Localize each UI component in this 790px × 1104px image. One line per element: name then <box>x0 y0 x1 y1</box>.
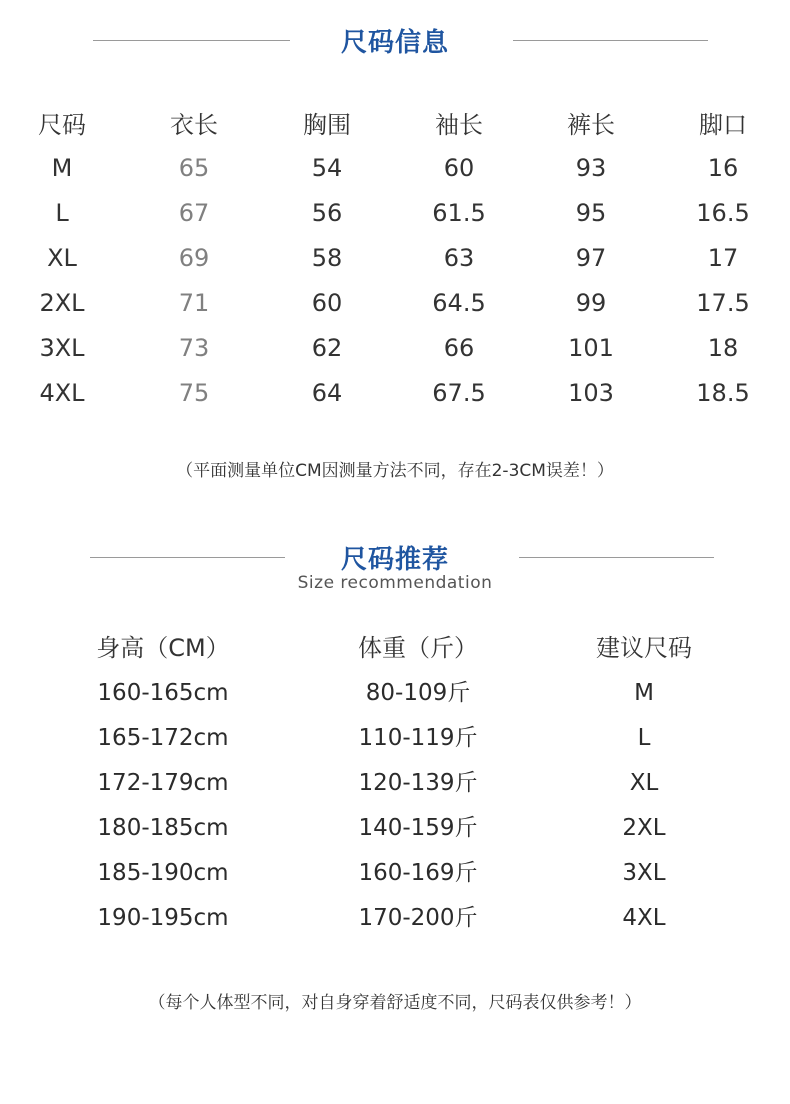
size-recommendation-title: 尺码推荐 <box>340 545 449 575</box>
cell-length: 65 <box>178 154 210 182</box>
cell-weight: 170-200斤 <box>358 905 478 931</box>
header-chest: 胸围 <box>303 111 351 139</box>
size-recommendation-table <box>0 633 790 933</box>
cell-pants-length: 101 <box>568 334 614 362</box>
header-leg-opening: 脚口 <box>699 111 747 139</box>
header-recommended-size: 建议尺码 <box>596 634 692 662</box>
cell-height: 165-172cm <box>97 725 229 751</box>
cell-size: XL <box>47 244 77 272</box>
size-info-title: 尺码信息 <box>340 28 449 58</box>
header-size: 尺码 <box>38 111 86 139</box>
cell-weight: 140-159斤 <box>358 815 478 841</box>
cell-length: 71 <box>178 289 210 317</box>
cell-leg-opening: 17.5 <box>696 289 750 317</box>
cell-pants-length: 95 <box>575 199 607 227</box>
cell-sleeve: 67.5 <box>432 379 486 407</box>
size-recommendation-subtitle: Size recommendation <box>297 573 493 593</box>
cell-leg-opening: 16 <box>707 154 739 182</box>
cell-pants-length: 93 <box>575 154 607 182</box>
cell-weight: 80-109斤 <box>365 680 471 706</box>
header-sleeve: 袖长 <box>435 111 483 139</box>
cell-chest: 60 <box>311 289 343 317</box>
cell-sleeve: 66 <box>443 334 475 362</box>
cell-recommended-size: L <box>637 725 651 751</box>
cell-height: 160-165cm <box>97 680 229 706</box>
cell-length: 69 <box>178 244 210 272</box>
cell-length: 67 <box>178 199 210 227</box>
cell-recommended-size: XL <box>629 770 659 796</box>
cell-pants-length: 97 <box>575 244 607 272</box>
cell-leg-opening: 16.5 <box>696 199 750 227</box>
cell-recommended-size: 2XL <box>622 815 666 841</box>
cell-recommended-size: 3XL <box>622 860 666 886</box>
header-pants-length: 裤长 <box>567 111 615 139</box>
cell-leg-opening: 17 <box>707 244 739 272</box>
cell-size: 4XL <box>39 379 85 407</box>
cell-size: 3XL <box>39 334 85 362</box>
header-weight: 体重（斤） <box>358 634 478 662</box>
cell-weight: 120-139斤 <box>358 770 478 796</box>
cell-sleeve: 60 <box>443 154 475 182</box>
cell-recommended-size: 4XL <box>622 905 666 931</box>
cell-size: L <box>55 199 69 227</box>
cell-height: 180-185cm <box>97 815 229 841</box>
cell-pants-length: 103 <box>568 379 614 407</box>
cell-pants-length: 99 <box>575 289 607 317</box>
cell-sleeve: 63 <box>443 244 475 272</box>
cell-leg-opening: 18.5 <box>696 379 750 407</box>
header-height: 身高（CM） <box>96 634 230 662</box>
size-info-note: （平面测量单位CM因测量方法不同，存在2-3CM误差！） <box>176 461 614 481</box>
cell-recommended-size: M <box>634 680 654 706</box>
title-rule-right <box>513 40 708 41</box>
cell-leg-opening: 18 <box>707 334 739 362</box>
title-rule-right <box>519 557 714 558</box>
cell-height: 190-195cm <box>97 905 229 931</box>
size-recommendation-note: （每个人体型不同，对自身穿着舒适度不同，尺码表仅供参考！） <box>148 993 642 1013</box>
cell-height: 172-179cm <box>97 770 229 796</box>
cell-size: M <box>51 154 73 182</box>
cell-length: 73 <box>178 334 210 362</box>
cell-chest: 62 <box>311 334 343 362</box>
cell-length: 75 <box>178 379 210 407</box>
cell-chest: 58 <box>311 244 343 272</box>
cell-chest: 54 <box>311 154 343 182</box>
header-length: 衣长 <box>170 111 218 139</box>
cell-sleeve: 64.5 <box>432 289 486 317</box>
size-info-table <box>0 110 790 410</box>
cell-weight: 160-169斤 <box>358 860 478 886</box>
cell-chest: 64 <box>311 379 343 407</box>
cell-weight: 110-119斤 <box>358 725 478 751</box>
cell-height: 185-190cm <box>97 860 229 886</box>
cell-size: 2XL <box>39 289 85 317</box>
cell-chest: 56 <box>311 199 343 227</box>
cell-sleeve: 61.5 <box>432 199 486 227</box>
